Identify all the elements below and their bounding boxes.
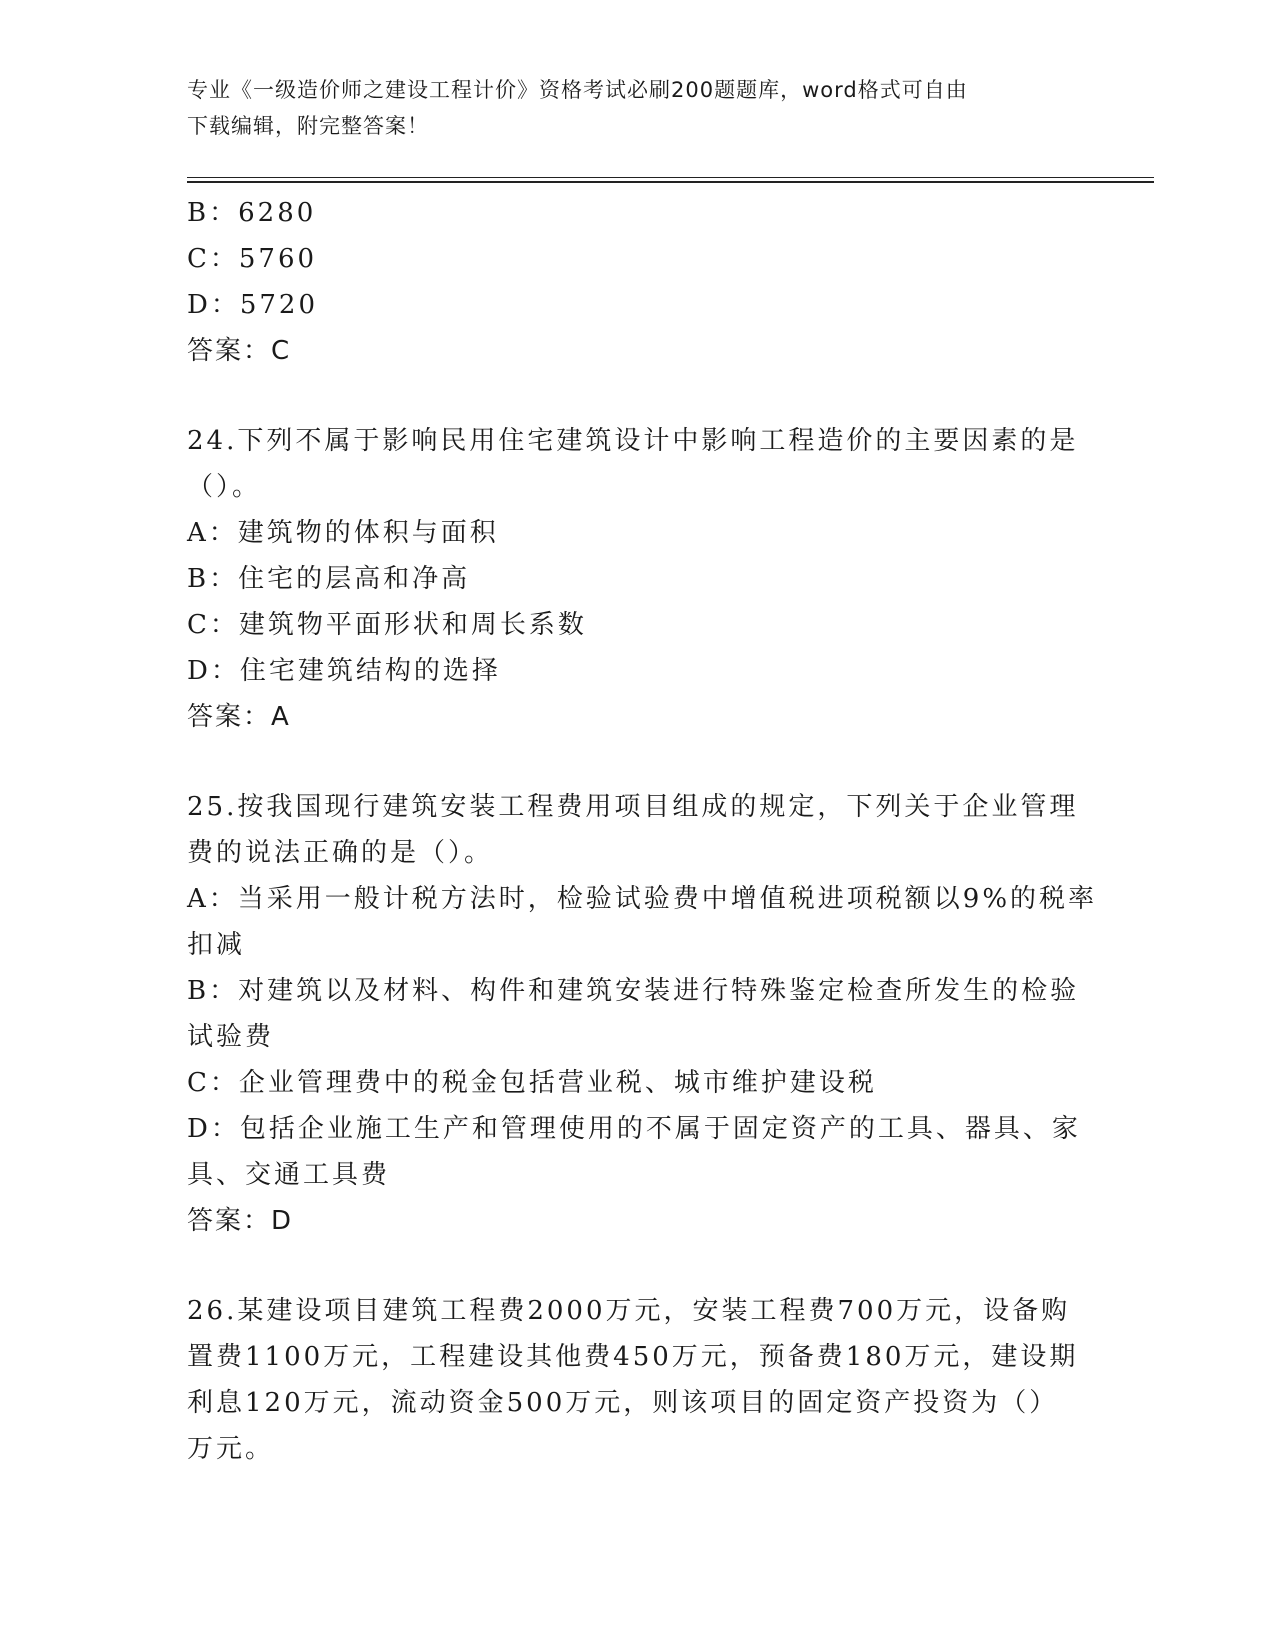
q24-stem-line-1: 24.下列不属于影响民用住宅建筑设计中影响工程造价的主要因素的是	[187, 426, 1079, 456]
q26-stem-line-4: 万元。	[187, 1434, 275, 1464]
q25-option-c: C：企业管理费中的税金包括营业税、城市维护建设税	[187, 1068, 877, 1098]
q25-option-a-line-1: A：当采用一般计税方法时，检验试验费中增值税进项税额以9%的税率	[187, 884, 1098, 914]
q25-option-b-line-1: B：对建筑以及材料、构件和建筑安装进行特殊鉴定检查所发生的检验	[187, 976, 1080, 1006]
q25-option-d-line-2: 具、交通工具费	[187, 1160, 391, 1190]
header-line-2: 下载编辑，附完整答案！	[187, 114, 429, 138]
question-26	[187, 1288, 1087, 1472]
q26-stem-line-1: 26.某建设项目建筑工程费2000万元，安装工程费700万元，设备购	[187, 1296, 1071, 1326]
question-23-tail	[187, 190, 1087, 374]
question-content	[187, 190, 1098, 1472]
document-header	[187, 72, 1067, 144]
q25-option-b-line-2: 试验费	[187, 1022, 275, 1052]
header-divider-thin	[187, 177, 1154, 178]
q23-option-b: B：6280	[187, 198, 317, 228]
q25-answer: 答案：D	[187, 1206, 294, 1236]
q24-option-d: D：住宅建筑结构的选择	[187, 656, 501, 686]
header-divider-thick	[187, 181, 1154, 183]
q24-option-b: B：住宅的层高和净高	[187, 564, 471, 594]
q26-stem-line-2: 置费1100万元，工程建设其他费450万元，预备费180万元，建设期	[187, 1342, 1079, 1372]
q25-stem-line-2: 费的说法正确的是（）。	[187, 838, 494, 868]
q25-stem-line-1: 25.按我国现行建筑安装工程费用项目组成的规定，下列关于企业管理	[187, 792, 1079, 822]
q24-answer: 答案：A	[187, 702, 291, 732]
q25-option-d-line-1: D：包括企业施工生产和管理使用的不属于固定资产的工具、器具、家	[187, 1114, 1081, 1144]
q24-option-a: A：建筑物的体积与面积	[187, 518, 499, 548]
q25-option-a-line-2: 扣减	[187, 930, 246, 960]
spacer	[187, 374, 1087, 418]
q23-option-d: D：5720	[187, 290, 319, 320]
q24-stem-line-2: （）。	[187, 472, 262, 502]
question-25	[187, 784, 1098, 1244]
spacer	[187, 740, 1087, 784]
spacer	[187, 1244, 1087, 1288]
q23-answer: 答案：C	[187, 336, 292, 366]
q23-option-c: C：5760	[187, 244, 318, 274]
header-line-1: 专业《一级造价师之建设工程计价》资格考试必刷200题题库，word格式可自由	[187, 78, 968, 102]
question-24	[187, 418, 1087, 740]
q26-stem-line-3: 利息120万元，流动资金500万元，则该项目的固定资产投资为（）	[187, 1388, 1059, 1418]
q24-option-c: C：建筑物平面形状和周长系数	[187, 610, 587, 640]
